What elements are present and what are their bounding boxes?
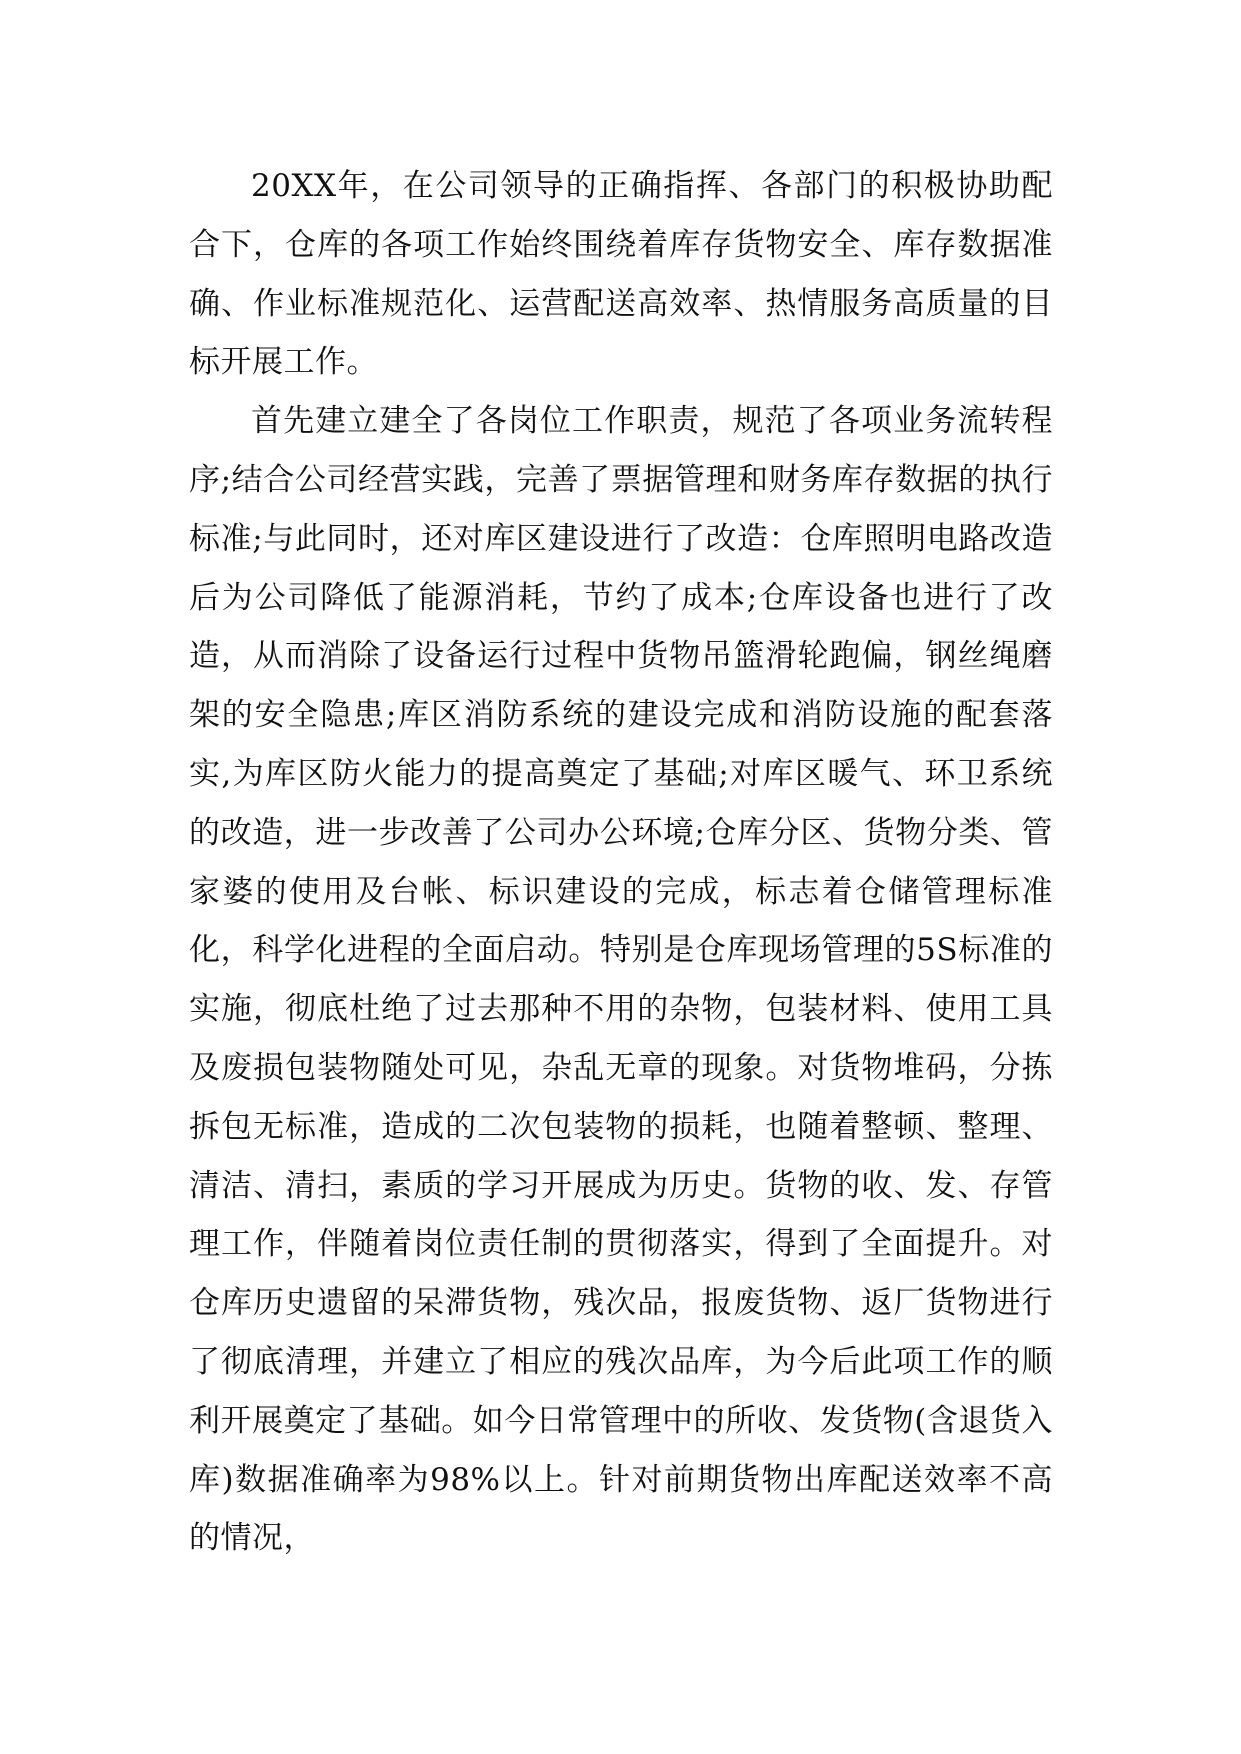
paragraph-intro: 20XX年，在公司领导的正确指挥、各部门的积极协助配合下，仓库的各项工作始终围绕着库存货物安全、库存数据准确、作业标准规范化、运营配送高效率、热情服务高质量的目标开展工作。 (189, 168, 1053, 381)
paragraph-improvements: 首先建立建全了各岗位工作职责，规范了各项业务流转程序;结合公司经营实践，完善了票据管理和财务库存数据的执行标准;与此同时，还对库区建设进行了改造：仓库照明电路改造后为公司降低了能源消耗，节约了成本;仓库设备也进行了改造，从而消除了设备运行过程中货物吊篮滑轮跑偏，钢丝绳磨架的安全隐患;库区消防系统的建设完成和消防设施的配套落实,为库区防火能力的提高奠定了基础;对库区暖气、环卫系统的改造，进一步改善了公司办公环境;仓库分区、货物分类、管家婆的使用及台帐、标识建设的完成，标志着仓储管理标准化，科学化进程的全面启动。特别是仓库现场管理的5S标准的实施，彻底杜绝了过去那种不用的杂物，包装材料、使用工具及废损包装物随处可见，杂乱无章的现象。对货物堆码，分拣拆包无标准，造成的二次包装物的损耗，也随着整顿、整理、清洁、清扫，素质的学习开展成为历史。货物的收、发、存管理工作，伴随着岗位责任制的贯彻落实，得到了全面提升。对仓库历史遗留的呆滞货物，残次品，报废货物、返厂货物进行了彻底清理，并建立了相应的残次品库，为今后此项工作的顺利开展奠定了基础。如今日常管理中的所收、发货物(含退货入库)数据准确率为98%以上。针对前期货物出库配送效率不高的情况， (189, 403, 1053, 1557)
document-body (189, 157, 1053, 1568)
